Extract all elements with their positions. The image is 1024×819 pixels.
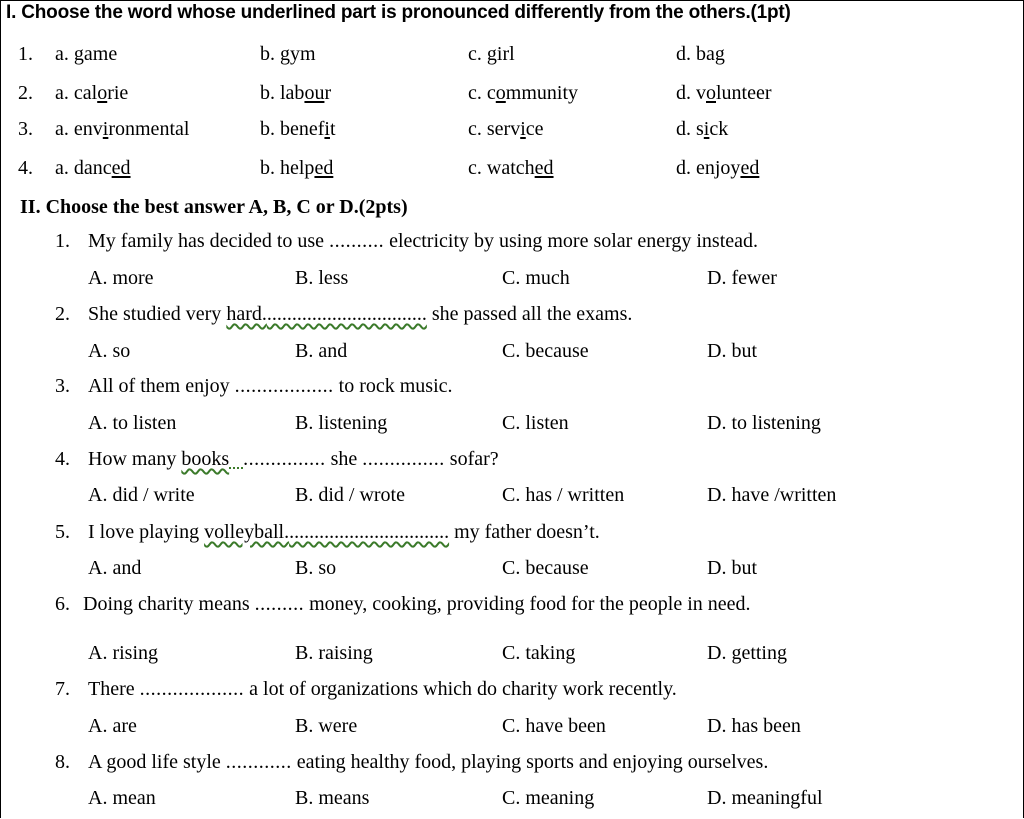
word-option (260, 118, 336, 141)
word-part: danc (73, 157, 112, 179)
answer-blank: .................. (234, 375, 334, 397)
question-stem (0, 521, 1020, 551)
question-text (88, 303, 632, 326)
section-2-title: II. Choose the best answer A, B, C or D.(2pts) (20, 196, 408, 218)
underlined-sound: o (97, 82, 108, 104)
question-text (88, 678, 677, 701)
question-stem (0, 375, 1020, 405)
option-letter: d. (676, 157, 696, 179)
question-stem (0, 448, 1020, 478)
question-text (83, 593, 751, 616)
spell-check-mark (229, 461, 243, 469)
question-number: 3. (18, 118, 33, 140)
answer-option: D. to listening (707, 412, 821, 434)
word-part: help (280, 157, 315, 179)
word-part: benef (280, 118, 325, 140)
underlined-sound: i (102, 118, 109, 140)
answer-blank: ......... (254, 593, 305, 615)
question-number: 5. (55, 521, 70, 543)
answer-option: C. much (502, 267, 570, 289)
stem-text: My family has decided to use (88, 230, 330, 252)
option-letter: c. (468, 157, 487, 179)
answer-option: A. are (88, 715, 137, 737)
word-part: env (73, 118, 103, 140)
answer-option: B. listening (295, 412, 388, 434)
option-letter: b. (260, 82, 280, 104)
stem-text: eating healthy food, playing sports and enjoying ourselves. (291, 751, 769, 773)
underlined-sound: ed (534, 157, 554, 179)
answer-option: A. to listen (88, 412, 177, 434)
stem-text: There (88, 678, 140, 700)
question-number: 4. (18, 157, 33, 179)
answer-blank: ................... (139, 678, 245, 700)
word-option (55, 118, 189, 141)
pronunciation-question (0, 157, 1020, 187)
pronunciation-question (0, 82, 1020, 112)
underlined-sound: i (324, 118, 330, 140)
option-letter: d. (676, 43, 696, 65)
word-option (260, 157, 333, 180)
answer-option: B. raising (295, 642, 373, 664)
word-option (676, 118, 728, 141)
question-number: 8. (55, 751, 70, 773)
answer-option: D. meaningful (707, 787, 823, 809)
answer-option: A. and (88, 557, 142, 579)
section-1-title: I. Choose the word whose underlined part is pronounced differently from the others.(1pt) (6, 2, 791, 23)
word-option (676, 82, 772, 105)
question-stem (0, 230, 1020, 260)
stem-text: money, cooking, providing food for the people in need. (304, 593, 751, 615)
answer-options (0, 484, 1020, 514)
word-option (260, 43, 316, 66)
answer-option: B. did / wrote (295, 484, 405, 506)
word-part: ronmental (108, 118, 190, 140)
underlined-sound: i (520, 118, 526, 140)
question-text (88, 448, 499, 471)
answer-options (0, 715, 1020, 745)
word-part: ame (83, 43, 118, 65)
underlined-sound: ed (111, 157, 131, 179)
underlined-sound: g (73, 43, 84, 65)
underlined-sound: o (495, 82, 506, 104)
answer-option: B. less (295, 267, 349, 289)
word-part: ym (290, 43, 316, 65)
answer-option: B. so (295, 557, 337, 579)
stem-text: She studied very (88, 303, 227, 325)
question-number: 3. (55, 375, 70, 397)
question-number: 1. (55, 230, 70, 252)
underlined-sound: ed (314, 157, 334, 179)
word-part: lab (280, 82, 305, 104)
stem-text: my father doesn’t. (449, 521, 600, 543)
word-option (55, 82, 128, 105)
answer-option: C. taking (502, 642, 576, 664)
answer-blank: .......... (329, 230, 385, 252)
option-letter: c. (468, 82, 487, 104)
word-part: watch (486, 157, 535, 179)
stem-text: A good life style (88, 751, 226, 773)
word-part: c (486, 82, 496, 104)
answer-option: D. but (707, 557, 757, 579)
word-part: lunteer (716, 82, 772, 104)
word-option (468, 43, 515, 66)
answer-option: C. because (502, 557, 589, 579)
question-stem (0, 593, 1020, 623)
question-number: 7. (55, 678, 70, 700)
option-letter: a. (55, 82, 74, 104)
underlined-sound: g (280, 43, 290, 65)
answer-option: A. more (88, 267, 154, 289)
word-part: ck (709, 118, 729, 140)
question-text (88, 230, 758, 253)
answer-option: C. listen (502, 412, 569, 434)
stem-text: Doing charity means (83, 593, 255, 615)
word-part: serv (486, 118, 521, 140)
question-number: 6. (55, 593, 70, 615)
answer-option: A. did / write (88, 484, 195, 506)
word-part: r (324, 82, 332, 104)
answer-options (0, 787, 1020, 817)
word-option (55, 43, 117, 66)
question-number: 4. (55, 448, 70, 470)
stem-text: ................................ (289, 521, 450, 543)
option-letter: d. (676, 118, 696, 140)
word-part: ce (525, 118, 544, 140)
question-text (88, 751, 768, 774)
answer-blank: ............... (243, 448, 326, 470)
answer-option: B. were (295, 715, 358, 737)
stem-text: volleyball. (204, 521, 290, 543)
stem-text: ................................ (266, 303, 427, 325)
answer-option: C. meaning (502, 787, 595, 809)
word-option (468, 82, 578, 105)
answer-option: D. fewer (707, 267, 777, 289)
answer-option: A. mean (88, 787, 156, 809)
answer-option: C. because (502, 340, 589, 362)
question-stem (0, 303, 1020, 333)
word-option (468, 157, 554, 180)
stem-text: How many (88, 448, 182, 470)
answer-option: C. have been (502, 715, 606, 737)
word-part: t (329, 118, 336, 140)
question-number: 1. (18, 43, 33, 65)
option-letter: a. (55, 118, 74, 140)
answer-options (0, 340, 1020, 370)
question-stem (0, 751, 1020, 781)
stem-text: books (181, 448, 230, 470)
answer-option: A. so (88, 340, 131, 362)
answer-option: D. but (707, 340, 757, 362)
answer-option: C. has / written (502, 484, 625, 506)
word-option (676, 43, 725, 66)
option-letter: c. (468, 43, 487, 65)
answer-options (0, 412, 1020, 442)
word-part: mmunity (505, 82, 579, 104)
word-part: irl (496, 43, 515, 65)
question-number: 2. (55, 303, 70, 325)
option-letter: d. (676, 82, 696, 104)
word-option (260, 82, 331, 105)
stem-text: hard. (226, 303, 267, 325)
option-letter: a. (55, 43, 74, 65)
option-letter: a. (55, 157, 74, 179)
answer-options (0, 642, 1020, 672)
stem-text: I love playing (88, 521, 205, 543)
question-text (88, 521, 600, 544)
option-letter: b. (260, 157, 280, 179)
underlined-sound: ou (304, 82, 325, 104)
answer-options (0, 557, 1020, 587)
word-option (468, 118, 544, 141)
stem-text: a lot of organizations which do charity work recently. (244, 678, 677, 700)
word-part: rie (107, 82, 129, 104)
stem-text: she (325, 448, 363, 470)
answer-option: B. and (295, 340, 348, 362)
stem-text: All of them enjoy (88, 375, 235, 397)
answer-blank: ............... (362, 448, 445, 470)
underlined-sound: ed (740, 157, 760, 179)
word-part: v (696, 82, 706, 104)
word-part: cal (73, 82, 98, 104)
stem-text: sofar? (444, 448, 499, 470)
word-part: s (696, 118, 704, 140)
question-stem (0, 678, 1020, 708)
question-text (88, 375, 453, 398)
stem-text: to rock music. (333, 375, 453, 397)
word-part: enjoy (696, 157, 741, 179)
stem-text: electricity by using more solar energy instead. (384, 230, 759, 252)
word-part: bag (696, 43, 725, 65)
word-option (676, 157, 759, 180)
underlined-sound: g (486, 43, 497, 65)
underlined-sound: o (706, 82, 716, 104)
stem-text: she passed all the exams. (426, 303, 633, 325)
pronunciation-question (0, 118, 1020, 148)
option-letter: b. (260, 118, 280, 140)
answer-option: D. have /written (707, 484, 837, 506)
answer-option: A. rising (88, 642, 158, 664)
option-letter: b. (260, 43, 280, 65)
word-option (55, 157, 131, 180)
question-number: 2. (18, 82, 33, 104)
underlined-sound: i (703, 118, 710, 140)
pronunciation-question (0, 43, 1020, 73)
answer-options (0, 267, 1020, 297)
answer-blank: ............ (225, 751, 292, 773)
answer-option: B. means (295, 787, 370, 809)
answer-option: D. getting (707, 642, 787, 664)
option-letter: c. (468, 118, 487, 140)
answer-option: D. has been (707, 715, 801, 737)
